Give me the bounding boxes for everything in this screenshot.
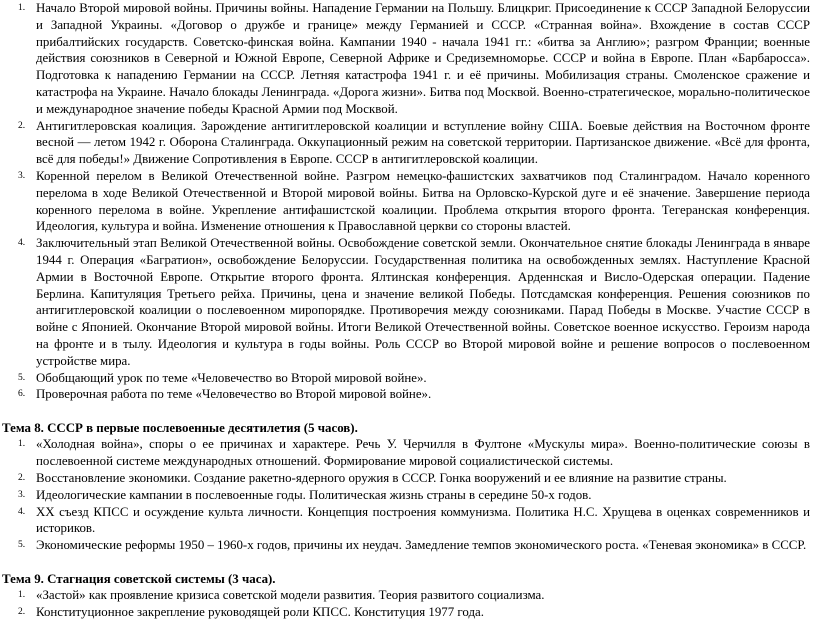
list-number: 1. <box>18 590 26 601</box>
list-item-text: Экономические реформы 1950 – 1960-х годов, причины их неудач. Замедление темпов экономического роста. «Теневая экономика» в СССР. <box>36 538 807 553</box>
list-item <box>0 386 816 403</box>
list-item <box>0 604 816 621</box>
list-item <box>0 235 816 369</box>
list-item <box>0 537 816 554</box>
list-item-text: «Холодная война», споры о ее причинах и характере. Речь У. Черчилля в Фултоне «Мускулы мира». Военно-политические союзы в послевоенной системе международных отношений. Формирование мировой социалистической системы. <box>36 437 810 469</box>
list-item-text: Начало Второй мировой войны. Причины войны. Нападение Германии на Польшу. Блицкриг. Присоединение к СССР Западной Белоруссии и Западной Украины. «Договор о дружбе и границе» между Германией и СССР. «Странная война». Вхождение в состав СССР прибалтийских государств. Советско-финская война. Кампании 1940 - начала 1941 гг.: «битва за Англию»; разгром Франции; военные действия союзников в Северной и Южной Европе, Северной Африке и Средиземноморье. СССР и война в Европе. План «Барбаросса». Подготовка к нападению Германии на СССР. Летняя катастрофа 1941 г. и её причины. Мобилизация страны. Смоленское сражение и катастрофа на Украине. Начало блокады Ленинграда. «Дорога жизни». Битва под Москвой. Военно-стратегическое, морально-политическое и международное значение победы Красной Армии под Москвой. <box>36 1 810 116</box>
list-item <box>0 168 816 235</box>
section-topic-9 <box>0 571 816 621</box>
list-item-text: Обобщающий урок по теме «Человечество во Второй мировой войне». <box>36 370 427 385</box>
list-item <box>0 118 816 168</box>
section-spacer <box>0 554 816 571</box>
list-item-text: Идеологические кампании в послевоенные годы. Политическая жизнь страны в середине 50-х годов. <box>36 487 592 502</box>
section-spacer <box>0 403 816 420</box>
list-number: 4. <box>18 506 26 517</box>
list-item-text: Проверочная работа по теме «Человечество во Второй мировой войне». <box>36 387 432 402</box>
list-number: 2. <box>18 120 26 131</box>
list-item <box>0 587 816 604</box>
list-item <box>0 470 816 487</box>
list-number: 3. <box>18 489 26 500</box>
list-number: 5. <box>18 372 26 383</box>
section-heading: Тема 9. Стагнация советской системы (3 часа). <box>2 571 276 586</box>
list-number: 1. <box>18 439 26 450</box>
list-item <box>0 436 816 470</box>
list-item <box>0 504 816 538</box>
topic-8-list <box>0 436 816 554</box>
list-item-text: Конституционное закрепление руководящей роли КПСС. Конституция 1977 года. <box>36 605 484 620</box>
list-number: 3. <box>18 170 26 181</box>
list-item <box>0 487 816 504</box>
list-item <box>0 370 816 387</box>
topic-9-list <box>0 587 816 621</box>
list-item-text: Заключительный этап Великой Отечественной войны. Освобождение советской земли. Окончательное снятие блокады Ленинграда в январе 1944 г. Операция «Багратион», освобождение Белоруссии. Государственная политика на освобожденных землях. Наступление Красной Армии в Восточной Европе. Открытие второго фронта. Ялтинская конференция. Арденнская и Висло-Одерская операции. Падение Берлина. Капитуляция Третьего рейха. Причины, цена и значение великой Победы. Потсдамская конференция. Решения союзников по антигитлеровской коалиции о послевоенном миропорядке. Противоречия между союзниками. Парад Победы в Москве. Участие СССР в войне с Японией. Окончание Второй мировой войны. Итоги Великой Отечественной войны. Советское военное искусство. Героизм народа на фронте и в тылу. Идеология и культура в годы войны. Роль СССР во Второй мировой войне и решение вопросов о послевоенном устройстве мира. <box>36 236 810 368</box>
section-topic-8 <box>0 420 816 554</box>
list-item-text: Коренной перелом в Великой Отечественной войне. Разгром немецко-фашистских захватчиков под Сталинградом. Начало коренного перелома в ходе Великой Отечественной и Второй мировой войны. Битва на Орловско-Курской дуге и её значение. Завершение периода коренного перелома в войне. Укрепление антифашистской коалиции. Проблема открытия второго фронта. Тегеранская конференция. Идеология, культура и война. Изменение отношения к Православной церкви со стороны властей. <box>36 168 810 234</box>
section-heading: Тема 8. СССР в первые послевоенные десятилетия (5 часов). <box>2 420 358 435</box>
list-item-text: Восстановление экономики. Создание ракетно-ядерного оружия в СССР. Гонка вооружений и ее влияние на развитие страны. <box>36 471 727 486</box>
list-item <box>0 0 816 118</box>
list-item-text: «Застой» как проявление кризиса советской модели развития. Теория развитого социализма. <box>36 588 545 603</box>
list-number: 2. <box>18 473 26 484</box>
list-number: 1. <box>18 3 26 13</box>
list-item-text: XX съезд КПСС и осуждение культа личности. Концепция построения коммунизма. Политика Н.С. Хрущева в оценках современников и историков. <box>36 504 810 536</box>
list-number: 2. <box>18 607 26 618</box>
list-number: 6. <box>18 389 26 400</box>
list-item-text: Антигитлеровская коалиция. Зарождение антигитлеровской коалиции и вступление войну США. Боевые действия на Восточном фронте весной — летом 1942 г. Оборона Сталинграда. Оккупационный режим на советской территории. Партизанское движение. «Всё для фронта, всё для победы!» Движение Сопротивления в Европе. СССР в антигитлеровской коалиции. <box>36 118 810 167</box>
list-number: 5. <box>18 540 26 551</box>
list-number: 4. <box>18 238 26 249</box>
